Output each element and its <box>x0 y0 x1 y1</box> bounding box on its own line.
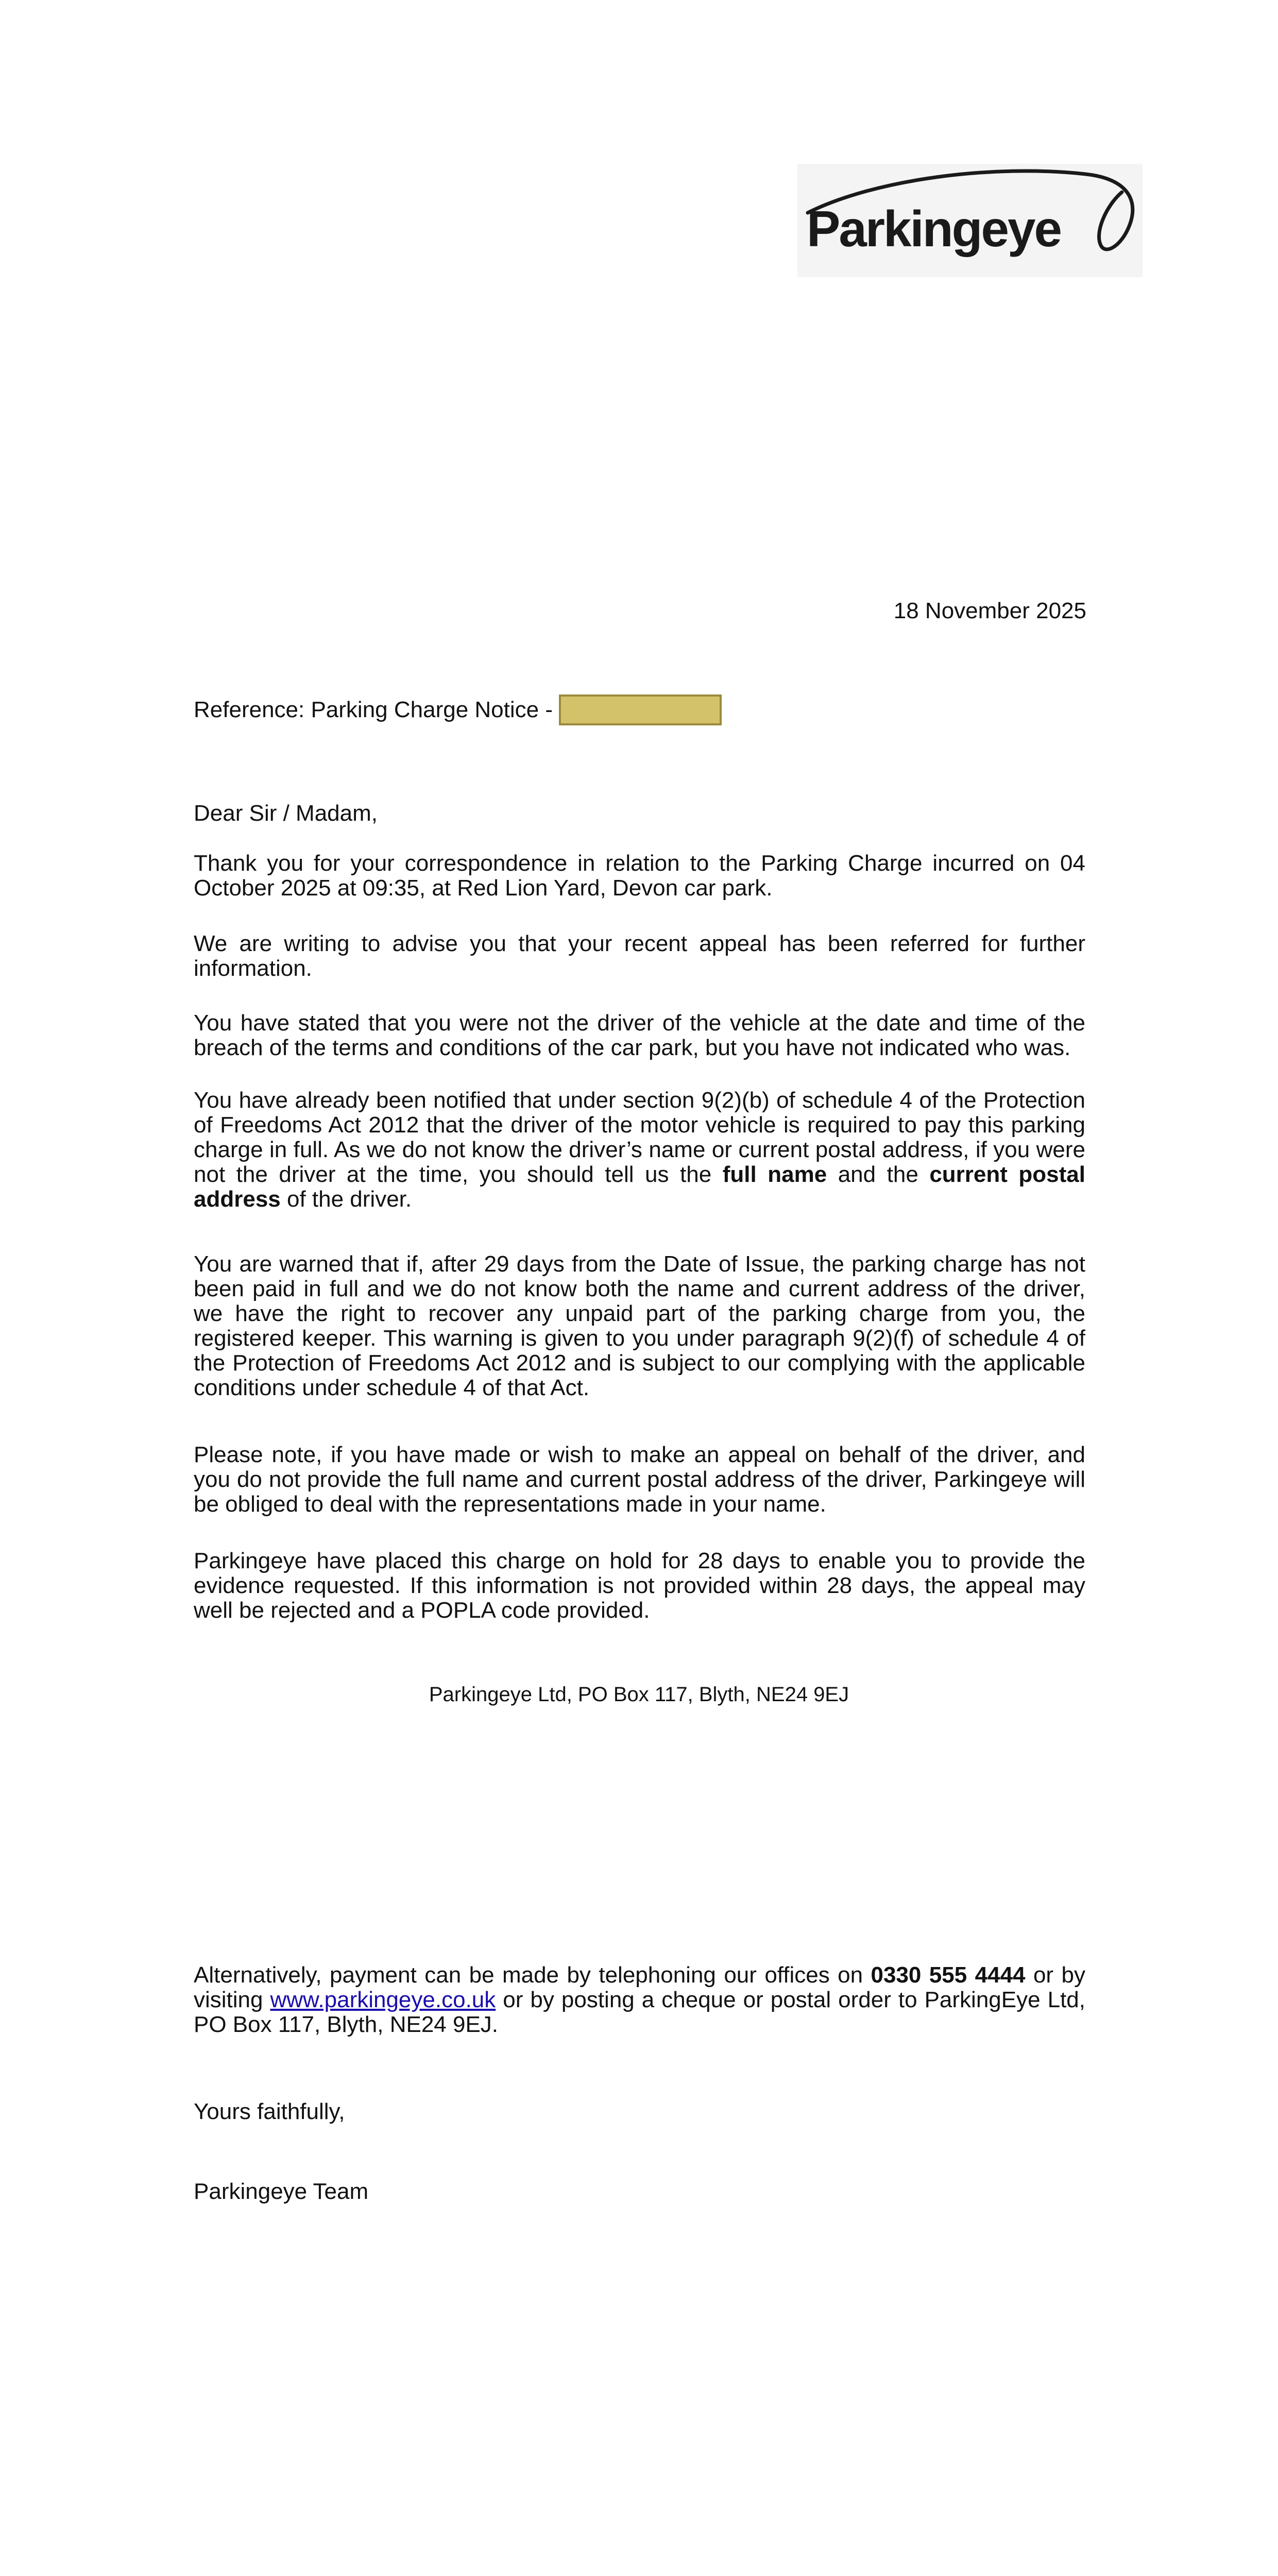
p8-text-c: or by posting a cheque or postal order to ParkingEye Ltd, PO Box 117, Blyth, NE24 9EJ. <box>194 1987 1085 2037</box>
closing: Yours faithfully, <box>194 2099 345 2124</box>
p4-current-address: current postal address <box>194 1162 1085 1212</box>
p8-text-a: Alternatively, payment can be made by telephoning our offices on <box>194 1962 871 1988</box>
p4-text-b: and the <box>827 1162 930 1187</box>
letter-date: 18 November 2025 <box>893 598 1086 623</box>
p4-full-name: full name <box>722 1162 827 1187</box>
website-link[interactable]: www.parkingeye.co.uk <box>270 1987 496 2012</box>
salutation: Dear Sir / Madam, <box>194 801 378 826</box>
paragraph-keeper-warning: You are warned that if, after 29 days from the Date of Issue, the parking charge has not been paid in full and we do not know both the name and current address of the driver, we have the right to recover any unpaid part of the parking charge from you, the registered keeper. This warning is given to you under paragraph 9(2)(f) of schedule 4 of the Protection of Freedoms Act 2012 and is subject to our complying with the applicable conditions under schedule 4 of that Act. <box>194 1251 1085 1400</box>
paragraph-payment-options <box>194 1963 1085 2037</box>
paragraph-appeal-on-behalf: Please note, if you have made or wish to make an appeal on behalf of the driver, and you do not provide the full name and current postal address of the driver, Parkingeye will be obliged to deal with the representations made in your name. <box>194 1442 1085 1517</box>
p4-text-c: of the driver. <box>280 1187 412 1212</box>
paragraph-correspondence: Thank you for your correspondence in relation to the Parking Charge incurred on 04 October 2025 at 09:35, at Red Lion Yard, Devon car park. <box>194 851 1085 901</box>
company-address: Parkingeye Ltd, PO Box 117, Blyth, NE24 9EJ <box>429 1683 849 1706</box>
p8-text-b: or by visiting <box>194 1962 1085 2012</box>
reference-line <box>194 694 1085 725</box>
paragraph-driver-details <box>194 1088 1085 1212</box>
paragraph-appeal-referred: We are writing to advise you that your recent appeal has been referred for further information. <box>194 931 1085 981</box>
p4-text-a: You have already been notified that under section 9(2)(b) of schedule 4 of the Protection of Freedoms Act 2012 that the driver of the motor vehicle is required to pay this parking charge in full. As we do not know the driver’s name or current postal address, if you were not the driver at the time, you should tell us the <box>194 1088 1085 1187</box>
parkingeye-logo-icon <box>797 164 1143 277</box>
signoff: Parkingeye Team <box>194 2179 369 2204</box>
paragraph-charge-on-hold: Parkingeye have placed this charge on hold for 28 days to enable you to provide the evidence requested. If this information is not provided within 28 days, the appeal may well be rejected and a POPLA code provided. <box>194 1548 1085 1623</box>
reference-label: Reference: Parking Charge Notice - <box>194 697 553 722</box>
parkingeye-logo <box>797 164 1143 277</box>
redacted-reference-number <box>559 694 722 725</box>
paragraph-not-driver: You have stated that you were not the driver of the vehicle at the date and time of the breach of the terms and conditions of the car park, but you have not indicated who was. <box>194 1010 1085 1060</box>
logo-wordmark: Parkingeye <box>807 200 1061 257</box>
phone-number: 0330 555 4444 <box>871 1962 1026 1988</box>
